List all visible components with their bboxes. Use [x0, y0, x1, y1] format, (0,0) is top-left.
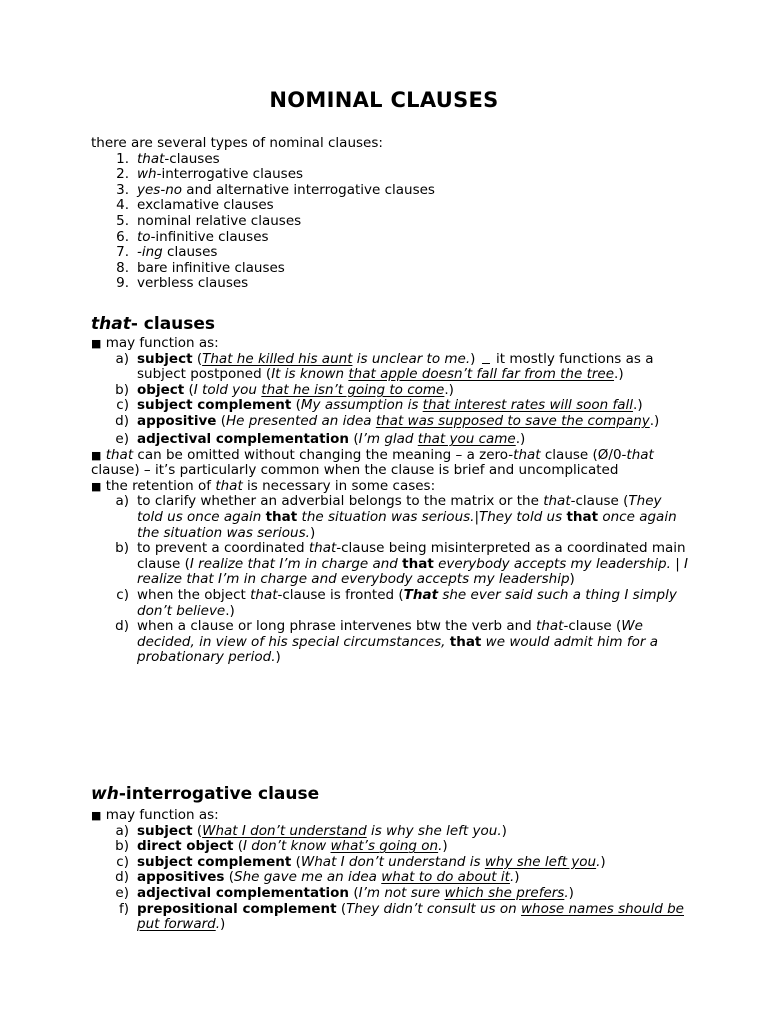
retention-paragraph: ■ the retention of that is necessary in some cases: — [91, 477, 436, 494]
list-item: 8. bare infinitive clauses — [116, 259, 285, 276]
list-item: d) appositive (He presented an idea that was supposed to save the company.) — [115, 412, 660, 429]
square-bullet-icon: ■ — [91, 337, 102, 350]
list-item: c) subject complement (My assumption is that interest rates will soon fall.) — [116, 397, 643, 414]
list-item: 1. that-clauses — [116, 150, 220, 167]
list-item: d) appositives (She gave me an idea what to do about it.) — [115, 869, 520, 886]
wh-functions-list — [91, 824, 691, 933]
wh-clauses-section — [91, 808, 691, 933]
square-bullet-icon: ■ — [91, 479, 102, 493]
section-heading-that-clauses: that- clauses — [91, 314, 216, 334]
list-item: 7. -ing clauses — [116, 244, 218, 261]
may-function-line: ■ may function as: — [91, 335, 219, 351]
that-functions-list — [91, 352, 691, 448]
list-item: a) to clarify whether an adverbial belongs to the matrix or the that-clause (They told us once again that the situation was serious.|They told us that once again the situation was serious.) — [115, 493, 677, 541]
retention-cases-list — [91, 494, 691, 666]
list-item: e) adjectival complementation (I’m glad that you came.) — [115, 431, 526, 448]
section-heading-wh-interrogative: wh-interrogative clause — [91, 784, 320, 804]
list-item: d) when a clause or long phrase intervenes btw the verb and that-clause (We decided, in view of his special circumstances, that we would admit him for a probationary period.) — [115, 618, 658, 666]
list-item: f) prepositional complement (They didn’t consult us on whose names should be put forward.) — [118, 900, 684, 933]
omission-paragraph: ■ that can be omitted without changing the meaning – a zero-that clause (Ø/0-that clause) – it’s particularly common when the clause is brief and uncomplicated — [91, 446, 654, 479]
list-item: 6. to-infinitive clauses — [116, 228, 269, 245]
list-item: a) subject (What I don’t understand is why she left you.) — [115, 822, 507, 839]
list-item: c) when the object that-clause is fronted (That she ever said such a thing I simply don’t believe.) — [116, 587, 677, 619]
square-bullet-icon: ■ — [91, 809, 102, 822]
clause-types-list — [91, 152, 691, 292]
page-title: NOMINAL CLAUSES — [269, 88, 499, 112]
intro-text: there are several types of nominal clauses: — [91, 135, 383, 151]
list-item: 4. exclamative clauses — [116, 197, 274, 214]
intro-section — [91, 136, 691, 292]
list-item: 5. nominal relative clauses — [116, 212, 302, 229]
may-function-line: ■ may function as: — [91, 807, 219, 823]
that-clauses-section — [91, 336, 691, 666]
list-item: e) adjectival complementation (I’m not sure which she prefers.) — [115, 884, 574, 901]
list-item: 3. yes-no and alternative interrogative clauses — [116, 181, 435, 198]
list-item: b) object (I told you that he isn’t going to come.) — [115, 381, 454, 398]
square-bullet-icon: ■ — [91, 448, 102, 462]
arrow-icon — [482, 357, 490, 364]
list-item: b) to prevent a coordinated that-clause being misinterpreted as a coordinated main clause (I realize that I’m in charge and that everybody accepts my leadership. | I realize that I’m in charge and everybody accepts my leadership) — [115, 540, 689, 588]
list-item: c) subject complement (What I don’t understand is why she left you.) — [116, 853, 606, 870]
list-item: a) subject (That he killed his aunt is unclear to me.) it mostly functions as a subject postponed (It is known that apple doesn’t fall far from the tree.) — [115, 350, 654, 383]
list-item: b) direct object (I don’t know what’s going on.) — [115, 838, 448, 855]
list-item: 9. verbless clauses — [116, 275, 249, 292]
list-item: 2. wh-interrogative clauses — [116, 166, 304, 183]
